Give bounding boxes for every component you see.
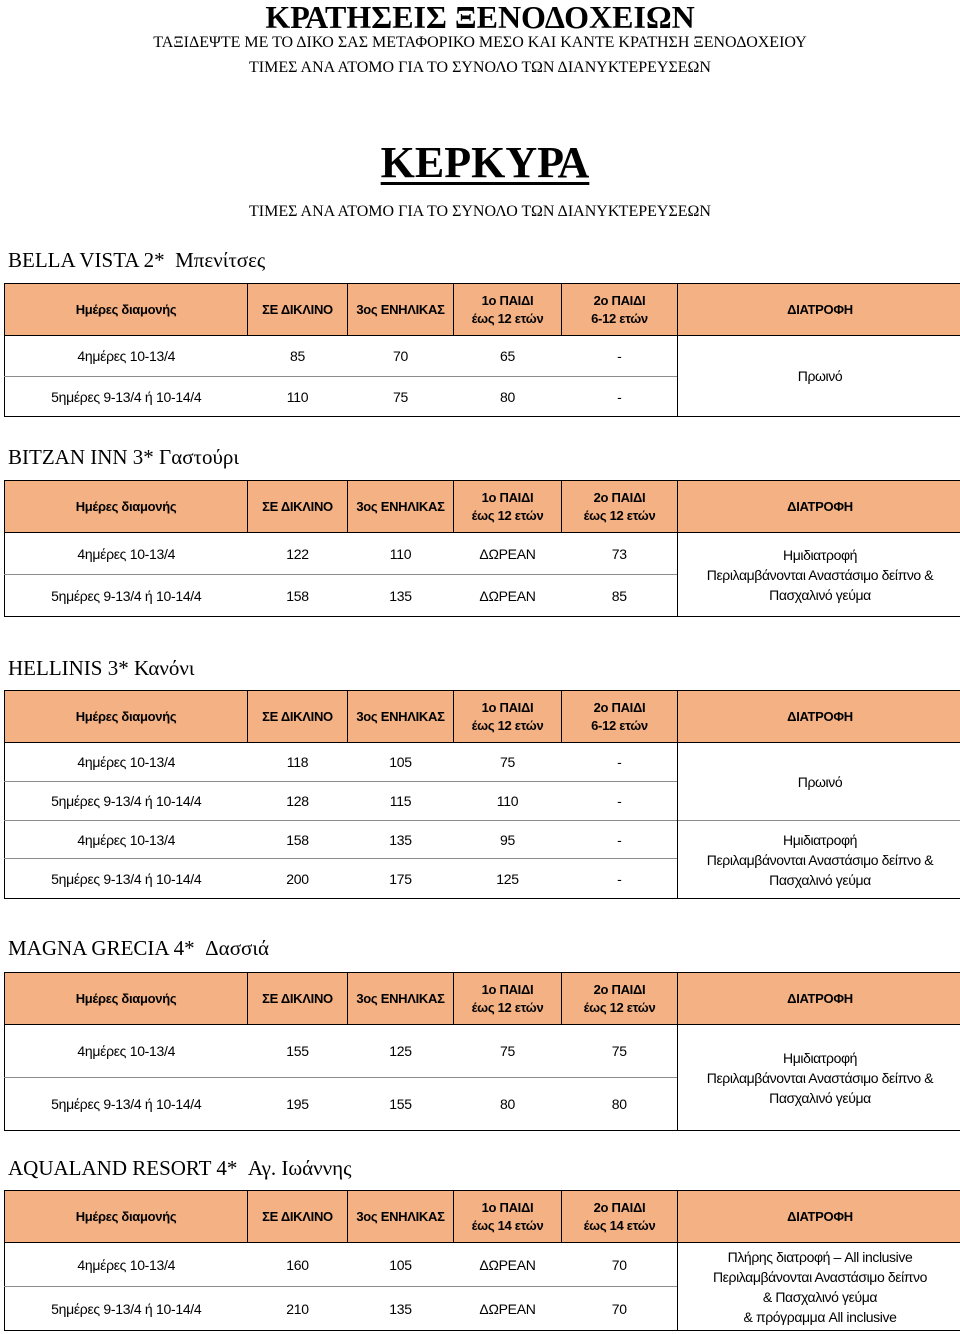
- cell-double-room-price: 118: [248, 743, 348, 782]
- first-child-age: έως 12 ετών: [471, 310, 544, 326]
- col-header-meal-plan: ΔΙΑΤΡΟΦΗ: [678, 973, 960, 1025]
- first-child-age: έως 12 ετών: [471, 999, 544, 1015]
- page-title: ΚΡΑΤΗΣΕΙΣ ΞΕΝΟΔΟΧΕΙΩΝ: [265, 0, 695, 35]
- cell-second-child-price: 85: [562, 575, 678, 617]
- table-row: [5, 533, 960, 575]
- cell-third-adult-price: 125: [348, 1025, 454, 1078]
- meal-plan-line: & πρόγραμμα All inclusive: [743, 1308, 897, 1325]
- cell-stay-period: 4ημέρες 10-13/4: [5, 821, 248, 859]
- second-child-label: 2ο ΠΑΙΔΙ: [593, 489, 646, 505]
- cell-stay-period: 5ημέρες 9-13/4 ή 10-14/4: [5, 1078, 248, 1131]
- table-body: [5, 743, 960, 899]
- cell-double-room-price: 210: [248, 1287, 348, 1331]
- meal-plan-line: Πασχαλινό γεύμα: [769, 871, 871, 888]
- cell-third-adult-price: 70: [348, 336, 454, 377]
- meal-plan-line: Περιλαμβάνονται Αναστάσιμο δείπνο &: [706, 566, 934, 583]
- cell-double-room-price: 128: [248, 782, 348, 821]
- cell-first-child-price: 95: [454, 821, 562, 859]
- cell-stay-period: 5ημέρες 9-13/4 ή 10-14/4: [5, 377, 248, 417]
- header-row: [5, 973, 960, 1025]
- meal-plan-line: Ημιδιατροφή: [782, 1049, 858, 1066]
- first-child-label: 1ο ΠΑΙΔΙ: [481, 489, 534, 505]
- cell-double-room-price: 160: [248, 1243, 348, 1287]
- table-header: [5, 973, 960, 1025]
- cell-second-child-price: 70: [562, 1243, 678, 1287]
- table-header: [5, 284, 960, 336]
- first-child-label: 1ο ΠΑΙΔΙ: [481, 1199, 534, 1215]
- col-header-meal-plan: ΔΙΑΤΡΟΦΗ: [678, 481, 960, 533]
- col-header-days: Ημέρες διαμονής: [5, 1191, 248, 1243]
- col-header-double-room: ΣΕ ΔΙΚΛΙΝΟ: [248, 284, 348, 336]
- cell-stay-period: 5ημέρες 9-13/4 ή 10-14/4: [5, 575, 248, 617]
- cell-meal-plan: [678, 336, 960, 417]
- col-header-third-adult: 3ος ΕΝΗΛΙΚΑΣ: [348, 691, 454, 743]
- table-body: [5, 1243, 960, 1331]
- second-child-age: έως 14 ετών: [583, 1217, 656, 1233]
- meal-plan-line: Περιλαμβάνονται Αναστάσιμο δείπνο &: [706, 1069, 934, 1086]
- cell-first-child-price: ΔΩΡΕΑΝ: [454, 1287, 562, 1331]
- first-child-label: 1ο ΠΑΙΔΙ: [481, 699, 534, 715]
- table-body: [5, 1025, 960, 1131]
- col-header-first-child: [454, 284, 562, 336]
- cell-stay-period: 5ημέρες 9-13/4 ή 10-14/4: [5, 1287, 248, 1331]
- cell-first-child-price: 125: [454, 859, 562, 899]
- cell-second-child-price: 80: [562, 1078, 678, 1131]
- cell-double-room-price: 122: [248, 533, 348, 575]
- col-header-second-child: [562, 284, 678, 336]
- cell-stay-period: 4ημέρες 10-13/4: [5, 1243, 248, 1287]
- cell-third-adult-price: 135: [348, 1287, 454, 1331]
- meal-plan-line: Πλήρης διατροφή – All inclusive: [727, 1248, 913, 1265]
- cell-first-child-price: 80: [454, 1078, 562, 1131]
- col-header-days: Ημέρες διαμονής: [5, 973, 248, 1025]
- cell-first-child-price: ΔΩΡΕΑΝ: [454, 533, 562, 575]
- price-table-magna-grecia: [4, 972, 960, 1131]
- second-child-age: 6-12 ετών: [591, 717, 648, 733]
- meal-plan-line: Πρωινό: [797, 368, 843, 384]
- cell-first-child-price: 65: [454, 336, 562, 377]
- col-header-first-child: [454, 1191, 562, 1243]
- col-header-third-adult: 3ος ΕΝΗΛΙΚΑΣ: [348, 481, 454, 533]
- cell-second-child-price: 75: [562, 1025, 678, 1078]
- table-row: [5, 1243, 960, 1287]
- col-header-second-child: [562, 1191, 678, 1243]
- meal-plan-line: Πρωινό: [797, 773, 843, 790]
- cell-second-child-price: -: [562, 336, 678, 377]
- destination-price-note: ΤΙΜΕΣ ΑΝΑ ΑΤΟΜΟ ΓΙΑ ΤΟ ΣΥΝΟΛΟ ΤΩΝ ΔΙΑΝΥΚΤΕΡΕΥΣΕΩΝ: [249, 203, 711, 220]
- cell-meal-plan: [678, 1243, 960, 1331]
- price-table-aqualand-resort: [4, 1190, 960, 1331]
- page-subtitle: ΤΑΞΙΔΕΨΤΕ ΜΕ ΤΟ ΔΙΚΟ ΣΑΣ ΜΕΤΑΦΟΡΙΚΟ ΜΕΣΟ ΚΑΙ ΚΑΝΤΕ ΚΡΑΤΗΣΗ ΞΕΝΟΔΟΧΕΙΟΥ: [153, 34, 807, 51]
- col-header-double-room: ΣΕ ΔΙΚΛΙΝΟ: [248, 691, 348, 743]
- header-row: [5, 1191, 960, 1243]
- cell-second-child-price: -: [562, 859, 678, 899]
- second-child-age: έως 12 ετών: [583, 999, 656, 1015]
- col-header-first-child: [454, 973, 562, 1025]
- cell-first-child-price: 80: [454, 377, 562, 417]
- cell-double-room-price: 200: [248, 859, 348, 899]
- hotel-name: AQUALAND RESORT 4* Αγ. Ιωάννης: [8, 1156, 352, 1180]
- cell-stay-period: 4ημέρες 10-13/4: [5, 336, 248, 377]
- col-header-second-child: [562, 973, 678, 1025]
- header-row: [5, 481, 960, 533]
- col-header-third-adult: 3ος ΕΝΗΛΙΚΑΣ: [348, 1191, 454, 1243]
- second-child-label: 2ο ΠΑΙΔΙ: [593, 292, 646, 308]
- cell-first-child-price: 75: [454, 1025, 562, 1078]
- col-header-double-room: ΣΕ ΔΙΚΛΙΝΟ: [248, 481, 348, 533]
- hotel-name: MAGNA GRECIA 4* Δασσιά: [8, 936, 269, 960]
- price-table-hellinis: [4, 690, 960, 899]
- first-child-age: έως 14 ετών: [471, 1217, 544, 1233]
- meal-plan-line: Ημιδιατροφή: [782, 831, 858, 848]
- cell-stay-period: 5ημέρες 9-13/4 ή 10-14/4: [5, 859, 248, 899]
- cell-double-room-price: 195: [248, 1078, 348, 1131]
- col-header-second-child: [562, 691, 678, 743]
- header-row: [5, 284, 960, 336]
- cell-third-adult-price: 175: [348, 859, 454, 899]
- table-header: [5, 481, 960, 533]
- cell-second-child-price: 73: [562, 533, 678, 575]
- meal-plan-line: & Πασχαλινό γεύμα: [762, 1288, 878, 1305]
- cell-double-room-price: 155: [248, 1025, 348, 1078]
- col-header-first-child: [454, 481, 562, 533]
- cell-stay-period: 5ημέρες 9-13/4 ή 10-14/4: [5, 782, 248, 821]
- cell-third-adult-price: 75: [348, 377, 454, 417]
- first-child-label: 1ο ΠΑΙΔΙ: [481, 981, 534, 997]
- first-child-age: έως 12 ετών: [471, 507, 544, 523]
- destination-title: [10, 138, 960, 188]
- second-child-label: 2ο ΠΑΙΔΙ: [593, 699, 646, 715]
- col-header-meal-plan: ΔΙΑΤΡΟΦΗ: [678, 1191, 960, 1243]
- cell-stay-period: 4ημέρες 10-13/4: [5, 1025, 248, 1078]
- second-child-label: 2ο ΠΑΙΔΙ: [593, 981, 646, 997]
- cell-third-adult-price: 110: [348, 533, 454, 575]
- cell-meal-plan: [678, 743, 960, 821]
- col-header-first-child: [454, 691, 562, 743]
- col-header-second-child: [562, 481, 678, 533]
- cell-second-child-price: -: [562, 821, 678, 859]
- meal-plan-line: Πασχαλινό γεύμα: [769, 1089, 871, 1106]
- second-child-age: έως 12 ετών: [583, 507, 656, 523]
- cell-first-child-price: ΔΩΡΕΑΝ: [454, 575, 562, 617]
- header-row: [5, 691, 960, 743]
- cell-double-room-price: 85: [248, 336, 348, 377]
- meal-plan-line: Περιλαμβάνονται Αναστάσιμο δείπνο &: [706, 851, 934, 868]
- meal-plan-line: Πασχαλινό γεύμα: [769, 586, 871, 603]
- col-header-double-room: ΣΕ ΔΙΚΛΙΝΟ: [248, 1191, 348, 1243]
- hotel-name: HELLINIS 3* Κανόνι: [8, 656, 195, 680]
- price-note: ΤΙΜΕΣ ΑΝΑ ΑΤΟΜΟ ΓΙΑ ΤΟ ΣΥΝΟΛΟ ΤΩΝ ΔΙΑΝΥΚΤΕΡΕΥΣΕΩΝ: [249, 59, 711, 76]
- cell-third-adult-price: 135: [348, 821, 454, 859]
- cell-third-adult-price: 115: [348, 782, 454, 821]
- first-child-age: έως 12 ετών: [471, 717, 544, 733]
- price-table-bitzan-inn: [4, 480, 960, 617]
- cell-third-adult-price: 105: [348, 1243, 454, 1287]
- cell-stay-period: 4ημέρες 10-13/4: [5, 743, 248, 782]
- col-header-meal-plan: ΔΙΑΤΡΟΦΗ: [678, 284, 960, 336]
- cell-first-child-price: ΔΩΡΕΑΝ: [454, 1243, 562, 1287]
- col-header-days: Ημέρες διαμονής: [5, 284, 248, 336]
- destination-name: ΚΕΡΚΥΡΑ: [380, 138, 590, 187]
- cell-first-child-price: 110: [454, 782, 562, 821]
- table-body: [5, 533, 960, 617]
- table-row: [5, 743, 960, 782]
- cell-second-child-price: 70: [562, 1287, 678, 1331]
- table-header: [5, 691, 960, 743]
- cell-third-adult-price: 105: [348, 743, 454, 782]
- cell-third-adult-price: 135: [348, 575, 454, 617]
- cell-stay-period: 4ημέρες 10-13/4: [5, 533, 248, 575]
- cell-second-child-price: -: [562, 782, 678, 821]
- table-row: [5, 821, 960, 859]
- second-child-age: 6-12 ετών: [591, 310, 648, 326]
- cell-double-room-price: 110: [248, 377, 348, 417]
- table-row: [5, 336, 960, 377]
- cell-first-child-price: 75: [454, 743, 562, 782]
- table-body: [5, 336, 960, 417]
- col-header-days: Ημέρες διαμονής: [5, 481, 248, 533]
- hotel-name: BELLA VISTA 2* Μπενίτσες: [8, 248, 266, 272]
- price-table-bella-vista: [4, 283, 960, 417]
- table-header: [5, 1191, 960, 1243]
- meal-plan-line: Ημιδιατροφή: [782, 546, 858, 563]
- first-child-label: 1ο ΠΑΙΔΙ: [481, 292, 534, 308]
- col-header-third-adult: 3ος ΕΝΗΛΙΚΑΣ: [348, 973, 454, 1025]
- cell-second-child-price: -: [562, 743, 678, 782]
- col-header-double-room: ΣΕ ΔΙΚΛΙΝΟ: [248, 973, 348, 1025]
- col-header-meal-plan: ΔΙΑΤΡΟΦΗ: [678, 691, 960, 743]
- cell-meal-plan: [678, 533, 960, 617]
- table-row: [5, 1025, 960, 1078]
- cell-double-room-price: 158: [248, 821, 348, 859]
- cell-third-adult-price: 155: [348, 1078, 454, 1131]
- cell-second-child-price: -: [562, 377, 678, 417]
- meal-plan-line: Περιλαμβάνονται Αναστάσιμο δείπνο: [712, 1268, 928, 1285]
- cell-meal-plan: [678, 1025, 960, 1131]
- cell-meal-plan: [678, 821, 960, 899]
- cell-double-room-price: 158: [248, 575, 348, 617]
- col-header-days: Ημέρες διαμονής: [5, 691, 248, 743]
- second-child-label: 2ο ΠΑΙΔΙ: [593, 1199, 646, 1215]
- hotel-name: BITZAN INN 3* Γαστούρι: [8, 445, 239, 469]
- col-header-third-adult: 3ος ΕΝΗΛΙΚΑΣ: [348, 284, 454, 336]
